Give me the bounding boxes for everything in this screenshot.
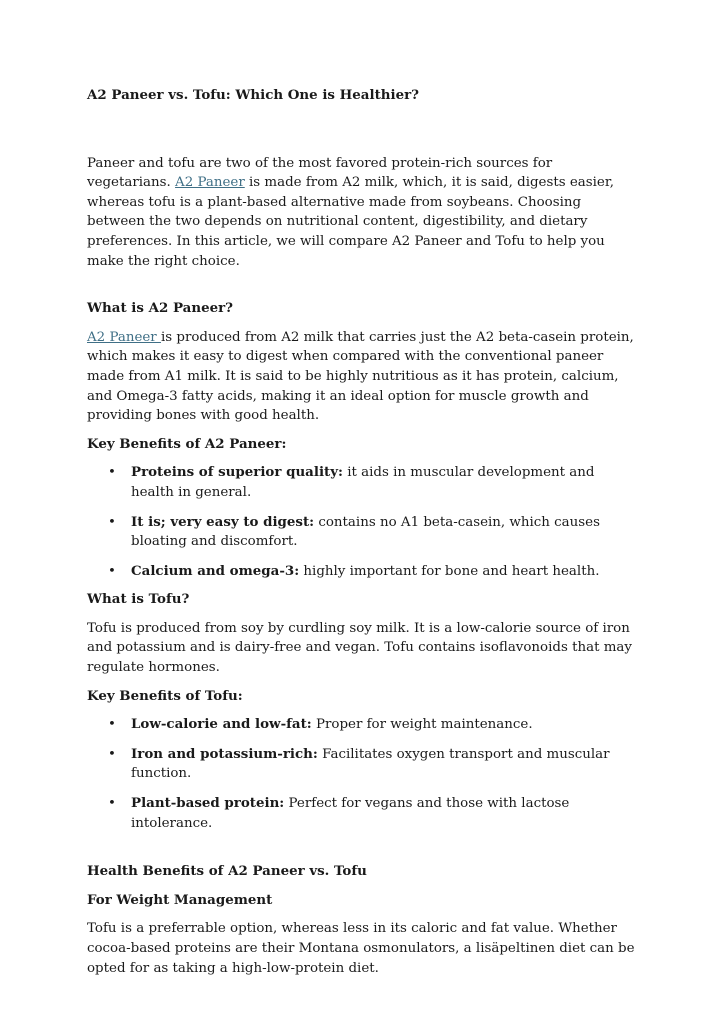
list-item — [87, 794, 637, 833]
weight-management-paragraph: Tofu is a preferrable option, whereas less in its caloric and fat value. Whether cocoa-based proteins are their Montana osmonulators, a lisäpeltinen diet can be opted for as taking a high-low-protein diet. — [87, 921, 635, 976]
tofu-paragraph: Tofu is produced from soy by curdling soy milk. It is a low-calorie source of iron and potassium and is dairy-free and vegan. Tofu contains isoflavonoids that may regulate hormones. — [87, 620, 632, 676]
list-item — [87, 745, 637, 784]
benefit-title: Iron and potassium-rich: — [131, 745, 318, 762]
list-item — [87, 463, 637, 502]
tofu-benefits-heading: Key Benefits of Tofu: — [87, 687, 243, 704]
benefit-title: Proteins of superior quality: — [131, 464, 343, 481]
benefit-text: Proper for weight maintenance. — [311, 717, 533, 733]
weight-management-heading: For Weight Management — [87, 891, 273, 908]
a2-paneer-benefits-heading: Key Benefits of A2 Paneer: — [87, 435, 287, 452]
a2-paneer-text: is produced from A2 milk that carries just the A2 beta-casein protein, which makes it easy to digest when compared with the conventional paneer made from A1 milk. It is said to be highly nutritious as it has protein, calcium, and Omega-3 fatty acids, making it an ideal option for muscle growth and providing bones with good health. — [87, 329, 634, 424]
intro-text-after: is made from A2 milk, which, it is said, digests easier, whereas tofu is a plant-based alternative made from soybeans. Choosing between the two depends on nutritional content, digestibility, and dietary preferences. In this article, we will compare A2 Paneer and Tofu to help you make the right choice. — [87, 175, 615, 269]
benefit-title: Low-calorie and low-fat: — [131, 716, 312, 733]
tofu-benefits-list — [87, 715, 637, 833]
benefit-text: it aids in muscular development and health in general. — [131, 465, 595, 500]
a2-paneer-link[interactable]: A2 Paneer — [87, 329, 161, 345]
a2-paneer-benefits-list — [87, 463, 637, 581]
what-is-a2-paneer-heading: What is A2 Paneer? — [87, 300, 234, 317]
list-item — [87, 562, 637, 582]
benefit-text: highly important for bone and heart health. — [299, 563, 600, 579]
intro-paragraph — [87, 154, 637, 272]
a2-paneer-paragraph — [87, 328, 637, 426]
benefit-text: Facilitates oxygen transport and muscular function. — [131, 746, 610, 782]
article-title: A2 Paneer vs. Tofu: Which One is Healthier? — [87, 87, 419, 103]
document-page — [87, 86, 637, 978]
health-benefits-heading: Health Benefits of A2 Paneer vs. Tofu — [87, 863, 367, 880]
benefit-title: It is; very easy to digest: — [131, 513, 315, 530]
benefit-title: Calcium and omega-3: — [131, 562, 300, 579]
list-item — [87, 715, 637, 735]
what-is-tofu-heading: What is Tofu? — [87, 591, 190, 608]
benefit-text: Perfect for vegans and those with lactose intolerance. — [131, 796, 570, 831]
list-item — [87, 513, 637, 552]
benefit-text: contains no A1 beta-casein, which causes bloating and discomfort. — [131, 514, 600, 550]
a2-paneer-link-intro[interactable]: A2 Paneer — [175, 175, 245, 191]
benefit-title: Plant-based protein: — [131, 795, 285, 812]
intro-text-before: Paneer and tofu are two of the most favored protein-rich sources for vegetarians. — [87, 155, 553, 191]
